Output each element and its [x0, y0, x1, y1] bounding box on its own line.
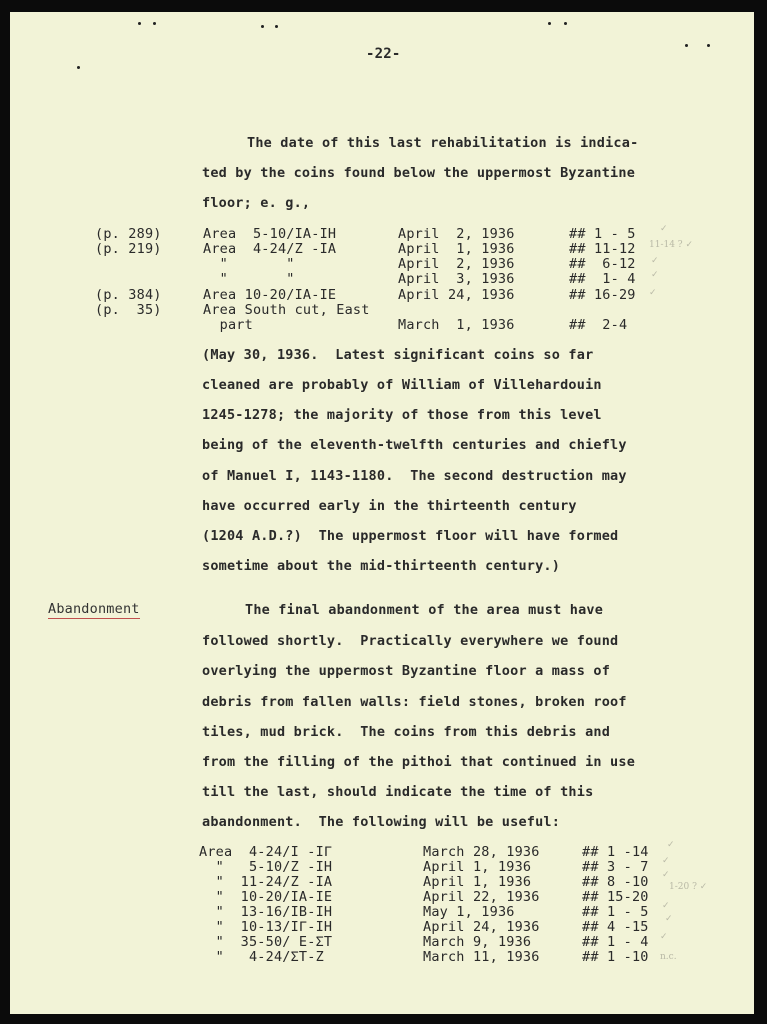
paragraph-line: floor; e. g., — [202, 195, 311, 211]
paragraph-line: have occurred early in the thirteenth century — [202, 498, 577, 514]
punch-dot — [275, 25, 278, 28]
paragraph-line: overlying the uppermost Byzantine floor a mass of — [202, 663, 611, 679]
table-coin-nos: ## 1 -14 — [582, 844, 649, 860]
table-date: April 1, 1936 — [423, 874, 532, 890]
table-date: April 2, 1936 — [398, 226, 515, 242]
table-area: part — [203, 317, 253, 333]
table-coin-nos: ## 4 -15 — [582, 919, 649, 935]
paragraph-line: of Manuel I, 1143-1180. The second destruction may — [202, 468, 627, 484]
paragraph-line: followed shortly. Practically everywhere we found — [202, 633, 619, 649]
paragraph-line: cleaned are probably of William of Villehardouin — [202, 377, 602, 393]
paragraph-line: The date of this last rehabilitation is indica- — [247, 135, 639, 151]
table-coin-nos: ## 1 - 5 — [582, 904, 649, 920]
table-ref: (p. 219) — [95, 241, 162, 257]
table-area: Area 5-10/IA-IH — [203, 226, 337, 242]
table-area: " " — [203, 256, 295, 272]
pencil-note: ✓ — [649, 288, 657, 298]
pencil-note: ✓ — [662, 856, 670, 866]
table-coin-nos: ## 3 - 7 — [582, 859, 649, 875]
table-area: Area 4-24/Z -IA — [203, 241, 337, 257]
paragraph-line: from the filling of the pithoi that continued in use — [202, 754, 636, 770]
pencil-note: ✓ — [660, 932, 668, 942]
pencil-note: ✓ — [662, 870, 670, 880]
pencil-note: 1-20 ? ✓ — [669, 882, 708, 892]
table-coin-nos: ## 1 -10 — [582, 949, 649, 965]
paragraph-line: tiles, mud brick. The coins from this debris and — [202, 724, 611, 740]
table-area: Area South cut, East — [203, 302, 370, 318]
table-date: May 1, 1936 — [423, 904, 515, 920]
paragraph-line: debris from fallen walls: field stones, broken roof — [202, 694, 627, 710]
table-date: April 22, 1936 — [423, 889, 540, 905]
punch-dot — [707, 44, 710, 47]
punch-dot — [564, 22, 567, 25]
table-date: March 11, 1936 — [423, 949, 540, 965]
punch-dot — [77, 66, 80, 69]
table-area: " 10-20/IA-IE — [199, 889, 333, 905]
paragraph-line: ted by the coins found below the uppermost Byzantine — [202, 165, 636, 181]
table-date: March 28, 1936 — [423, 844, 540, 860]
table-area: Area 4-24/I -IΓ — [199, 844, 333, 860]
table-area: " 13-16/IB-IH — [199, 904, 333, 920]
table-area: " 5-10/Z -IH — [199, 859, 333, 875]
table-ref: (p. 384) — [95, 287, 162, 303]
table-date: April 24, 1936 — [423, 919, 540, 935]
pencil-note: n.c. — [660, 952, 677, 962]
table-date: April 1, 1936 — [398, 241, 515, 257]
table-coin-nos: ## 1- 4 — [569, 271, 636, 287]
table-coin-nos: ## 2-4 — [569, 317, 628, 333]
paragraph-line: 1245-1278; the majority of those from this level — [202, 407, 602, 423]
table-coin-nos: ## 1 - 4 — [582, 934, 649, 950]
pencil-note: ✓ — [662, 901, 670, 911]
table-date: April 2, 1936 — [398, 256, 515, 272]
table-date: March 9, 1936 — [423, 934, 532, 950]
table-area: " 11-24/Z -IA — [199, 874, 333, 890]
table-coin-nos: ## 6-12 — [569, 256, 636, 272]
pencil-note: 11-14 ? ✓ — [649, 240, 694, 250]
table-date: April 24, 1936 — [398, 287, 515, 303]
table-coin-nos: ## 1 - 5 — [569, 226, 636, 242]
paragraph-line: (1204 A.D.?) The uppermost floor will have formed — [202, 528, 619, 544]
punch-dot — [548, 22, 551, 25]
punch-dot — [685, 44, 688, 47]
table-area: " 10-13/IΓ-IH — [199, 919, 333, 935]
punch-dot — [138, 22, 141, 25]
paragraph-line: abandonment. The following will be useful: — [202, 814, 561, 830]
paragraph-line: being of the eleventh-twelfth centuries and chiefly — [202, 437, 627, 453]
paragraph-line: till the last, should indicate the time of this — [202, 784, 594, 800]
table-area: " 4-24/ΣT-Z — [199, 949, 324, 965]
pencil-note: ✓ — [667, 840, 675, 850]
table-area: Area 10-20/IA-IE — [203, 287, 337, 303]
paragraph-line: sometime about the mid-thirteenth century.) — [202, 558, 561, 574]
punch-dot — [261, 25, 264, 28]
table-date: April 1, 1936 — [423, 859, 532, 875]
pencil-note: ✓ — [665, 914, 673, 924]
table-date: April 3, 1936 — [398, 271, 515, 287]
table-coin-nos: ## 11-12 — [569, 241, 636, 257]
page-number: -22- — [366, 46, 401, 62]
table-ref: (p. 35) — [95, 302, 162, 318]
table-coin-nos: ## 15-20 — [582, 889, 649, 905]
table-date: March 1, 1936 — [398, 317, 515, 333]
punch-dot — [153, 22, 156, 25]
table-coin-nos: ## 16-29 — [569, 287, 636, 303]
paragraph-line: The final abandonment of the area must have — [245, 602, 604, 618]
paragraph-line: (May 30, 1936. Latest significant coins so far — [202, 347, 594, 363]
pencil-note: ✓ — [651, 256, 659, 266]
table-area: " " — [203, 271, 295, 287]
table-coin-nos: ## 8 -10 — [582, 874, 649, 890]
pencil-note: ✓ — [651, 270, 659, 280]
pencil-note: ✓ — [660, 224, 668, 234]
table-ref: (p. 289) — [95, 226, 162, 242]
side-heading: Abandonment — [48, 601, 140, 617]
table-area: " 35-50/ E-ΣT — [199, 934, 333, 950]
